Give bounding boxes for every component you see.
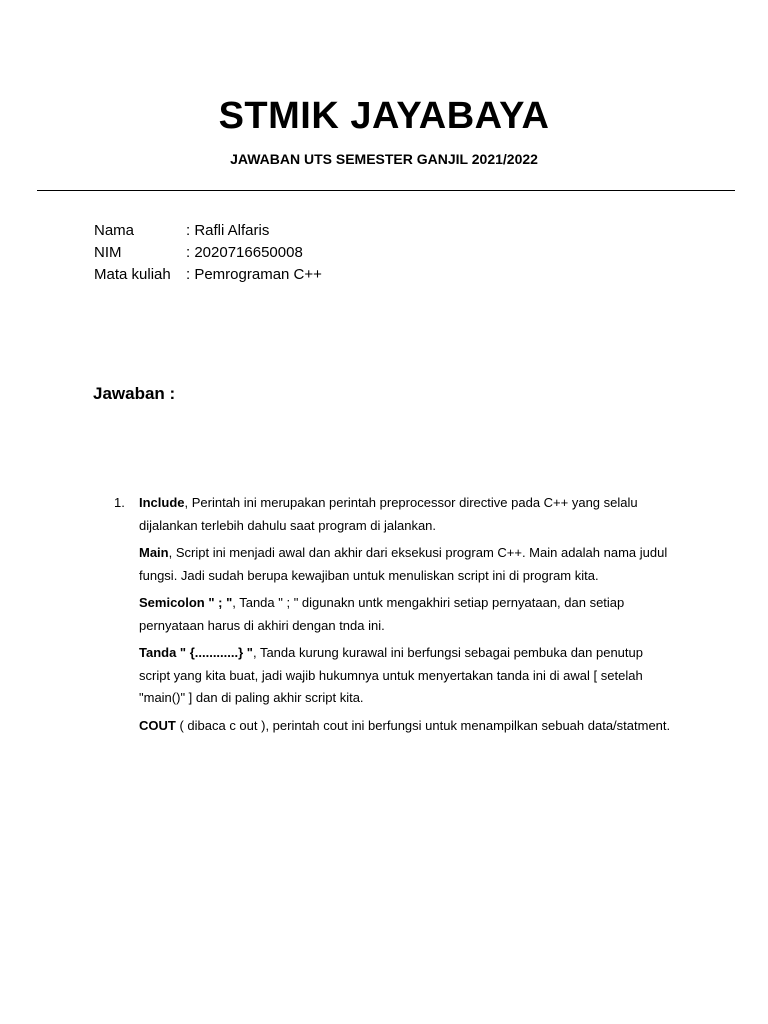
paragraph-text: , Script ini menjadi awal dan akhir dari eksekusi program C++. Main adalah nama judul fungsi. Jadi sudah berupa kewajiban untuk menuliskan script ini di program kita. bbox=[139, 545, 668, 583]
answer-list bbox=[114, 492, 674, 742]
info-value: : 2020716650008 bbox=[186, 244, 303, 261]
term-main: Main bbox=[139, 545, 169, 560]
term-tanda: Tanda " {............} " bbox=[139, 645, 253, 660]
answer-paragraph-main bbox=[139, 542, 674, 587]
paragraph-text: , Tanda kurung kurawal ini berfungsi sebagai pembuka dan penutup script yang kita buat, jadi wajib hukumnya untuk menyertakan tanda ini di awal [ setelah "main()" ] dan di paling akhir script kita. bbox=[139, 645, 643, 705]
list-number: 1. bbox=[114, 495, 125, 510]
term-semicolon: Semicolon " ; " bbox=[139, 595, 233, 610]
info-row-nama bbox=[94, 220, 322, 242]
info-value: : Pemrograman C++ bbox=[186, 266, 322, 283]
section-heading: Jawaban : bbox=[93, 384, 176, 403]
term-include: Include bbox=[139, 495, 185, 510]
answer-paragraph-semicolon bbox=[139, 592, 674, 637]
page-subtitle: JAWABAN UTS SEMESTER GANJIL 2021/2022 bbox=[230, 151, 538, 167]
info-label: NIM bbox=[94, 244, 122, 261]
answer-paragraph-cout bbox=[139, 715, 674, 738]
info-label: Nama bbox=[94, 222, 135, 239]
header-divider bbox=[37, 190, 735, 191]
answer-paragraph-tanda bbox=[139, 642, 674, 710]
answer-paragraph-include bbox=[139, 492, 674, 537]
term-cout: COUT bbox=[139, 717, 176, 733]
info-row-nim bbox=[94, 242, 322, 264]
paragraph-text: ( dibaca c out ), perintah cout ini berfungsi untuk menampilkan sebuah data/statment. bbox=[175, 717, 671, 733]
paragraph-text: , Tanda " ; " digunakn untk mengakhiri setiap pernyataan, dan setiap pernyataan harus di akhiri dengan tnda ini. bbox=[139, 595, 625, 633]
info-value: : Rafli Alfaris bbox=[186, 222, 270, 239]
page-title: STMIK JAYABAYA bbox=[218, 95, 550, 137]
info-row-mata-kuliah bbox=[94, 264, 322, 286]
paragraph-text: , Perintah ini merupakan perintah preprocessor directive pada C++ yang selalu dijalankan terlebih dahulu saat program di jalankan. bbox=[139, 495, 638, 533]
list-item bbox=[139, 492, 674, 737]
student-info bbox=[94, 220, 322, 286]
info-label: Mata kuliah bbox=[94, 266, 171, 283]
